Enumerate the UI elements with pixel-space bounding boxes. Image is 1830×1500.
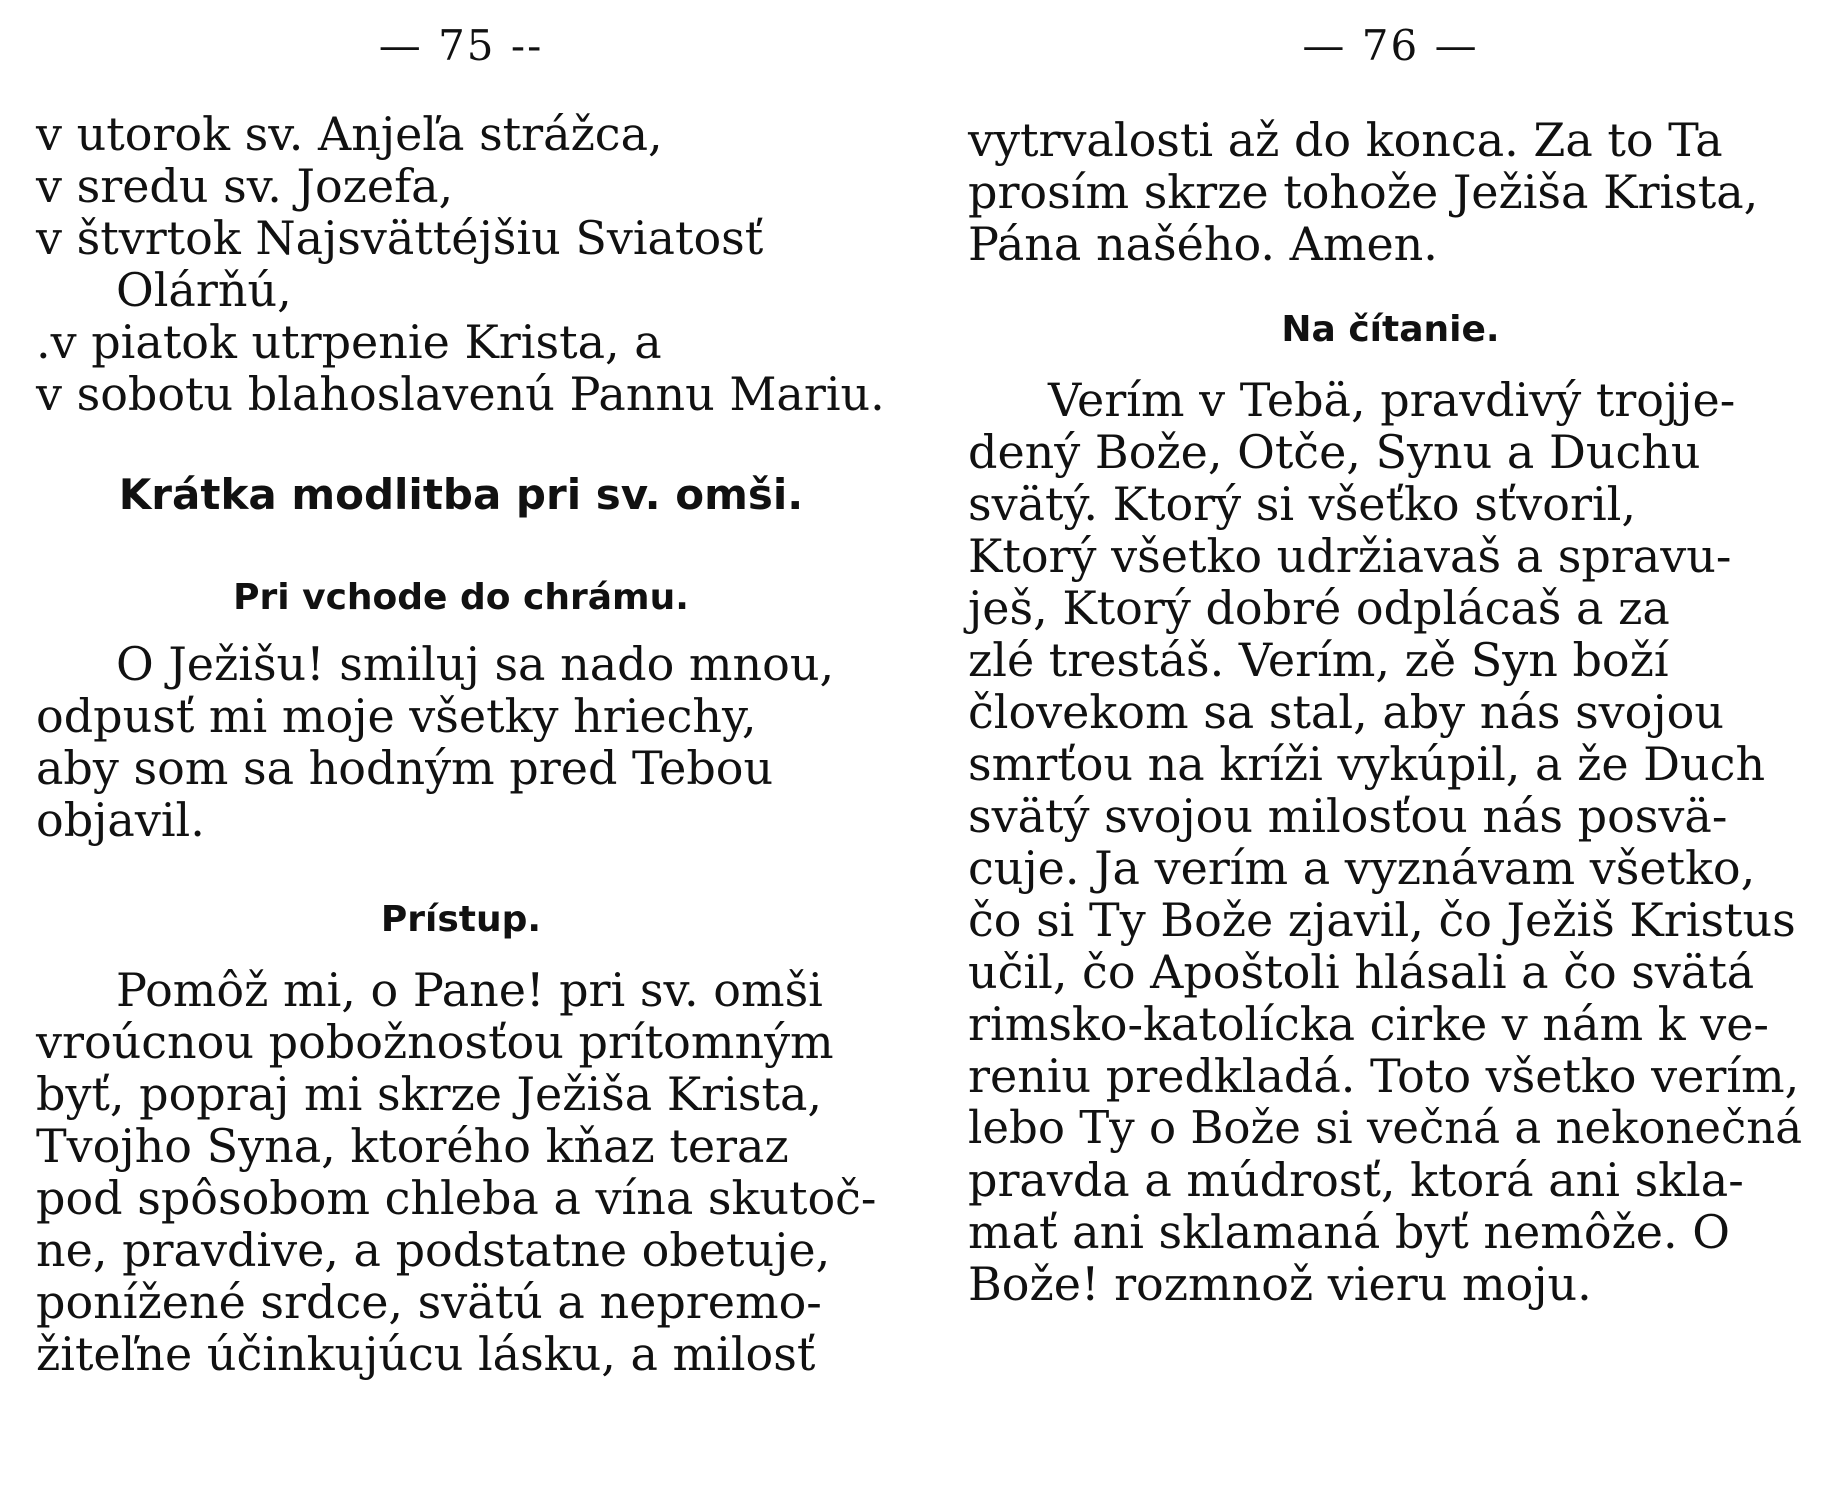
paragraph-line: aby som sa hodným pred Tebou bbox=[36, 741, 774, 795]
paragraph-line: ješ, Ktorý dobré odplácaš a za bbox=[968, 581, 1670, 635]
paragraph-line: čo si Ty Bože zjavil, čo Ježiš Kristus bbox=[968, 893, 1796, 947]
right-page bbox=[968, 0, 1813, 1500]
section-heading-mass-prayer: Krátka modlitba pri sv. omši. bbox=[118, 470, 804, 519]
paragraph-line: smrťou na kríži vykúpil, a že Duch bbox=[968, 737, 1766, 791]
paragraph-line: človekom sa stal, aby nás svojou bbox=[968, 685, 1724, 739]
paragraph-line: dený Bože, Otče, Synu a Duchu bbox=[968, 425, 1701, 479]
paragraph-line: vroúcnou pobožnosťou prítomným bbox=[36, 1015, 834, 1069]
paragraph-line: Tvojho Syna, ktorého kňaz teraz bbox=[36, 1119, 789, 1173]
paragraph-line: zlé trestáš. Verím, zě Syn boží bbox=[968, 633, 1669, 687]
paragraph-line: reniu predkladá. Toto všetko verím, bbox=[968, 1049, 1800, 1103]
list-line: .v piatok utrpenie Krista, a bbox=[36, 315, 662, 369]
paragraph-line: učil, čo Apoštoli hlásali a čo svätá bbox=[968, 945, 1755, 999]
paragraph-line: pod spôsobom chleba a vína skutoč- bbox=[36, 1171, 877, 1225]
list-line: v štvrtok Najsvättéjšiu Sviatosť bbox=[36, 211, 764, 265]
left-page bbox=[36, 0, 886, 1500]
paragraph-line: ne, pravdive, a podstatne obetuje, bbox=[36, 1223, 831, 1277]
paragraph-line: cuje. Ja verím a vyznávam všetko, bbox=[968, 841, 1756, 895]
paragraph-line: mať ani sklamaná byť nemôže. O bbox=[968, 1205, 1730, 1259]
subheading-entrance: Pri vchode do chrámu. bbox=[233, 577, 689, 618]
paragraph-line: Pána našého. Amen. bbox=[968, 217, 1438, 271]
page-number-left: — 75 -- bbox=[378, 21, 544, 70]
paragraph-line: lebo Ty o Bože si večná a nekonečná bbox=[968, 1101, 1803, 1154]
list-line: Olárňú, bbox=[116, 263, 292, 317]
paragraph-line: objavil. bbox=[36, 793, 205, 847]
list-line: v sobotu blahoslavenú Pannu Mariu. bbox=[36, 367, 885, 421]
list-line: v sredu sv. Jozefa, bbox=[36, 159, 454, 213]
page-number-right: — 76 — bbox=[1302, 21, 1479, 70]
paragraph-line: pravda a múdrosť, ktorá ani skla- bbox=[968, 1153, 1744, 1207]
paragraph-line: svätý svojou milosťou nás posvä- bbox=[968, 789, 1728, 843]
paragraph-line: vytrvalosti až do konca. Za to Ta bbox=[968, 113, 1723, 167]
paragraph-line: ponížené srdce, svätú a nepremo- bbox=[36, 1275, 822, 1329]
subheading-approach: Prístup. bbox=[380, 899, 542, 940]
paragraph-line: byť, popraj mi skrze Ježiša Krista, bbox=[36, 1067, 823, 1121]
paragraph-line: prosím skrze tohože Ježiša Krista, bbox=[968, 165, 1759, 219]
paragraph-line: odpusť mi moje všetky hriechy, bbox=[36, 689, 757, 743]
paragraph-line: svätý. Ktorý si všeťko sťvoril, bbox=[968, 477, 1637, 531]
paragraph-line: Ktorý všetko udržiavaš a spravu- bbox=[968, 529, 1732, 583]
paragraph-line: žiteľne účinkujúcu lásku, a milosť bbox=[36, 1327, 816, 1381]
subheading-reading: Na čítanie. bbox=[1281, 309, 1500, 350]
paragraph-line: Verím v Tebä, pravdivý trojje- bbox=[1048, 373, 1736, 427]
paragraph-line: O Ježišu! smiluj sa nado mnou, bbox=[116, 637, 835, 691]
list-line: v utorok sv. Anjeľa strážca, bbox=[36, 107, 663, 161]
paragraph-line: Bože! rozmnož vieru moju. bbox=[968, 1257, 1592, 1311]
paragraph-line: rimsko-katolícka cirke v nám k ve- bbox=[968, 997, 1769, 1051]
paragraph-line: Pomôž mi, o Pane! pri sv. omši bbox=[116, 963, 823, 1017]
